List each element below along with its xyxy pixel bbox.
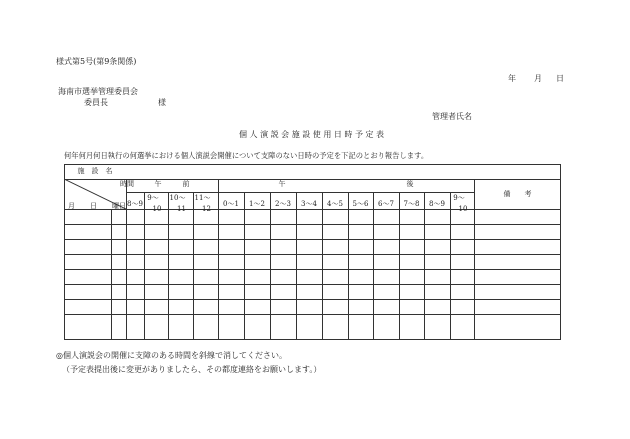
row-line — [64, 209, 561, 210]
addressee-chair: 委員長 — [84, 98, 108, 107]
afternoon-label-first: 午 — [278, 180, 286, 188]
date-day: 日 — [556, 74, 564, 83]
morning-label: 午 前 — [154, 180, 190, 188]
slot-label: 5～6 — [352, 200, 369, 208]
slot-label: 1～2 — [249, 200, 265, 208]
slot-label: 6～7 — [378, 200, 394, 208]
column-line — [244, 192, 245, 340]
row-line — [64, 224, 561, 225]
column-line — [193, 192, 194, 340]
column-line — [348, 192, 349, 340]
column-line — [399, 192, 400, 340]
row-line — [64, 284, 561, 285]
table-border-top — [64, 164, 561, 165]
slot-label-top: 11～ — [194, 194, 211, 202]
afternoon-label-second: 後 — [406, 180, 414, 188]
column-line — [296, 192, 297, 340]
row-line — [64, 269, 561, 270]
column-line — [373, 192, 374, 340]
slot-label: 11 — [177, 205, 186, 213]
column-line — [424, 192, 425, 340]
day-label: 日 — [90, 202, 97, 210]
date-month: 月 — [534, 74, 542, 83]
slot-label-top: 9～ — [453, 194, 465, 202]
column-line — [168, 192, 169, 340]
date-year: 年 — [508, 74, 516, 83]
row-line — [64, 314, 561, 315]
table-border-bottom — [64, 339, 561, 340]
slot-label: 3～4 — [301, 200, 317, 208]
slot-label: 8～9 — [429, 200, 445, 208]
column-line — [144, 192, 145, 340]
intro-text: 何年何月何日執行の何選挙における個人演説会開催について支障のない日時の予定を下記のとおり報告します。 — [64, 151, 429, 160]
schedule-table — [64, 164, 561, 340]
facility-row-line — [64, 179, 561, 180]
column-line — [474, 179, 475, 340]
column-line — [270, 192, 271, 340]
column-line — [322, 192, 323, 340]
period-band-line — [126, 192, 474, 193]
remarks-label: 備 考 — [503, 190, 532, 198]
row-line — [64, 299, 561, 300]
facility-name-label: 施 設 名 — [77, 167, 113, 175]
slot-label: 8～9 — [127, 200, 143, 208]
page-title: 個 人 演 説 会 施 設 使 用 日 時 予 定 表 — [239, 130, 385, 139]
slot-label: 12 — [202, 205, 211, 213]
slot-label-top: 10～ — [169, 194, 186, 202]
note-strike: ◎個人演説会の開催に支障のある時間を斜線で消してください。 — [56, 351, 287, 360]
slot-label: 0～1 — [223, 200, 239, 208]
form-number: 様式第5号(第9条関係) — [56, 57, 137, 66]
slot-label: 10 — [152, 205, 162, 213]
note-change: （予定表提出後に変更がありましたら、その都度連絡をお願いします。） — [62, 365, 322, 374]
manager-name-label: 管理者氏名 — [432, 112, 472, 121]
addressee-committee: 海南市選挙管理委員会 — [58, 87, 138, 96]
weekday-label: 曜日 — [112, 202, 126, 210]
month-label: 月 — [68, 202, 75, 210]
slot-label: 2～3 — [275, 200, 291, 208]
row-line — [64, 239, 561, 240]
column-line — [450, 192, 451, 340]
weekday-column-line — [111, 209, 112, 340]
slot-label: 4～5 — [327, 200, 343, 208]
slot-label: 10 — [458, 205, 468, 213]
time-label: 時間 — [120, 180, 134, 188]
row-line — [64, 254, 561, 255]
addressee-honorific: 様 — [158, 98, 166, 107]
slot-label: 7～8 — [403, 200, 420, 208]
slot-label-top: 9～ — [147, 194, 159, 202]
